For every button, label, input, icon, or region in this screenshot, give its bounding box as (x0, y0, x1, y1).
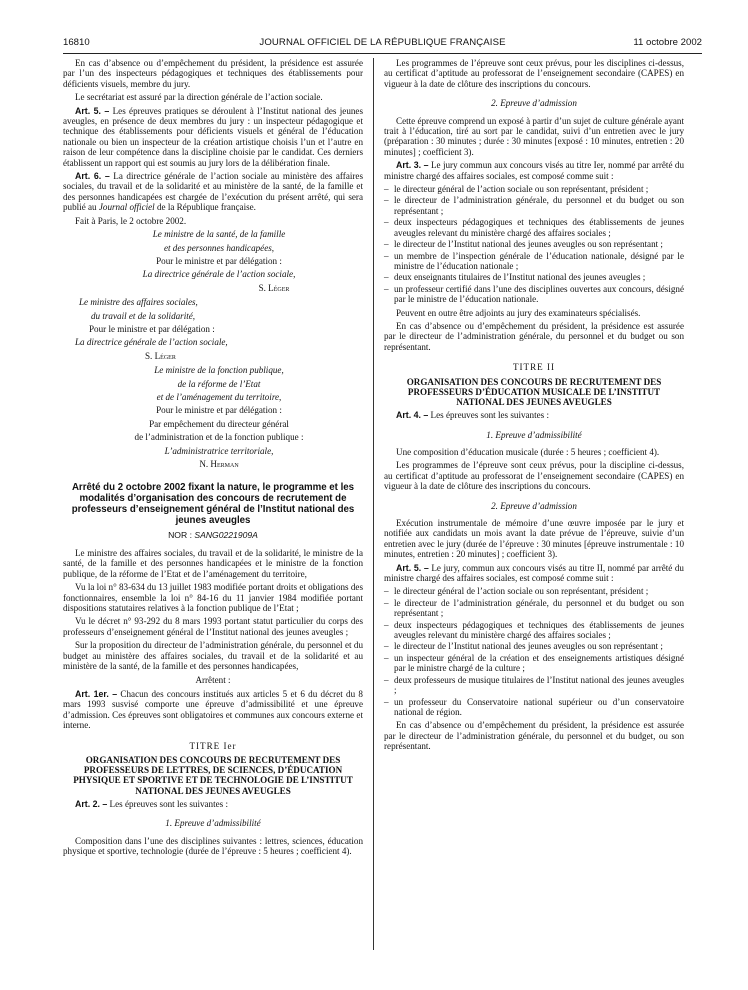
visa-paragraph: Le ministre des affaires sociales, du travail et de la solidarité, le ministre de la santé, de la famille et des personnes handicapées et le ministre de la fonction publique, de la réforme de l’Etat et de l’aménagement du territoire, (63, 548, 363, 579)
signature-line: Le ministre de la fonction publique, (154, 365, 284, 376)
signature-block-1 (63, 229, 363, 293)
list-item: – deux inspecteurs pédagogiques et techniques des établissements de jeunes aveugles relevant du ministère chargé des affaires sociales ; (384, 217, 684, 238)
article-4 (384, 410, 684, 420)
article-label: Art. 6. – (75, 171, 110, 182)
paragraph: Les programmes de l’épreuve sont ceux prévus, pour la discipline ci-dessus, au certificat d’aptitude au professorat de l’enseignement secondaire (CAPES) en vigueur à la date de clôture des inscriptions du concours. (384, 460, 684, 492)
signature-line: Le ministre des affaires sociales, (79, 297, 198, 308)
titre-heading: TITRE Ier (189, 740, 237, 751)
list-item: – le directeur général de l’action sociale ou son représentant, président ; (384, 184, 684, 194)
section-heading: 2. Epreuve d’admission (491, 98, 577, 109)
signature-line: Pour le ministre et par délégation : (89, 323, 215, 334)
article-text: Les épreuves sont les suivantes : (107, 798, 228, 809)
article-text: Les épreuves sont les suivantes : (428, 410, 549, 421)
signature-line: Pour le ministre et par délégation : (156, 255, 282, 266)
paragraph: Composition dans l’une des disciplines suivantes : lettres, sciences, éducation physique et sportive, technologie (durée de l’épreuve : 5 heures ; coefficient 4). (63, 835, 363, 856)
article-5 (384, 563, 684, 584)
article-text: Chacun des concours institués aux articles 5 et 6 du décret du 8 mars 1993 susvisé comporte une épreuve d’admissibilité et une épreuve d’admission. Ces épreuves sont obligatoires et communes aux concours externe et interne. (63, 688, 363, 731)
page-number: 16810 (63, 37, 90, 48)
paragraph: Une composition d’éducation musicale (durée : 5 heures ; coefficient 4). (396, 446, 660, 457)
article-text: Les épreuves pratiques se déroulent à l’Institut national des jeunes aveugles, en présence de deux membres du jury : un inspecteur pédagogique et technique des établissements pour déficients visuels et général de l’éducation nationale ou bien un inspecteur de la création artistique choisis l’un et l’autre en raison de leur compétence dans la discipline choisie par le candidat. Ces derniers établissent un rapport qui est soumis au jury lors de la délibération finale. (63, 105, 363, 168)
list-item: – le directeur de l’administration générale, du personnel et du budget ou son représentant ; (384, 598, 684, 619)
signatory-name-text: S. Léger (145, 350, 176, 361)
signature-line: Par empêchement du directeur général (149, 418, 289, 429)
signature-line: Le ministre de la santé, de la famille (152, 229, 286, 240)
signature-line: et des personnes handicapées, (163, 242, 275, 253)
paragraph: Le secrétariat est assuré par la direction générale de l’action sociale. (75, 92, 323, 103)
signature-line: et de l’aménagement du territoire, (156, 391, 282, 402)
journal-title: JOURNAL OFFICIEL DE LA RÉPUBLIQUE FRANÇAISE (259, 37, 506, 48)
paragraph: Les programmes de l’épreuve sont ceux prévus, pour les disciplines ci-dessus, au certificat d’aptitude au professorat de l’enseignement secondaire (CAPES) en vigueur à la date de clôture des inscriptions du concours. (384, 58, 684, 89)
list-item: – le directeur général de l’action sociale ou son représentant, président ; (384, 586, 684, 596)
article-text: de la République française. (154, 202, 256, 213)
list-item: – un professeur certifié dans l’une des disciplines ouvertes aux concours, désigné par le ministre de l’éducation nationale. (384, 284, 684, 305)
signature-block-3 (63, 365, 363, 469)
article-label: Art. 3. – (396, 160, 429, 171)
article-6 (63, 171, 363, 213)
article-1 (63, 689, 363, 731)
signature-block-2 (63, 297, 363, 361)
article-2 (63, 799, 363, 809)
article-text: Le jury, commun aux concours visés au titre II, nommé par arrêté du ministre chargé des affaires sociales, est composé comme suit : (384, 562, 684, 584)
header-rule (63, 53, 702, 54)
list-item: – le directeur de l’Institut national des jeunes aveugles ou son représentant ; (384, 239, 684, 249)
list-item: – deux inspecteurs pédagogiques et techniques des établissements de jeunes aveugles relevant du ministère chargé des affaires sociales ; (384, 620, 684, 641)
signature-line: du travail et de la solidarité, (91, 310, 196, 321)
signature-line: de la réforme de l’Etat (177, 378, 261, 389)
nor-label: NOR : (168, 529, 195, 540)
article-label: Art. 5. – (75, 105, 110, 116)
article-5 (63, 106, 363, 168)
article-text: Le jury commun aux concours visés au titre Ier, nommé par arrêté du ministre chargé des affaires sociales, est composé comme suit : (384, 160, 684, 181)
signatory-name-text: N. Herman (199, 459, 239, 469)
visa-paragraph: Sur la proposition du directeur de l’administration générale, du personnel et du budget au ministère des affaires sociales, du travail et de la solidarité et au ministère de la santé, de la famille et des personnes handicapées, (63, 640, 363, 672)
signatory-name (63, 283, 363, 293)
list-item: – deux enseignants titulaires de l’Institut national des jeunes aveugles ; (384, 272, 684, 282)
list-item: – le directeur de l’administration générale, du personnel et du budget ou son représentant ; (384, 195, 684, 216)
article-label: Art. 5. – (396, 562, 429, 573)
signature-line: La directrice générale de l’action sociale, (75, 337, 228, 348)
signature-line: La directrice générale de l’action sociale, (142, 269, 296, 280)
signatory-name-text: S. Léger (258, 282, 290, 293)
list-item: – deux professeurs de musique titulaires de l’Institut national des jeunes aveugles ; (384, 675, 684, 696)
signatory-name (63, 459, 363, 469)
jury-list-3 (384, 184, 684, 304)
list-item: – un professeur du Conservatoire national supérieur ou d’un conservatoire national de région. (384, 697, 684, 718)
article-label: Art. 4. – (396, 410, 429, 421)
arretent: Arrêtent : (195, 675, 231, 686)
titre-heading: TITRE II (512, 362, 556, 373)
article-text: La directrice générale de l’action sociale au ministère des affaires sociales, du travail et de la solidarité et au ministère de la santé, de la famille et des personnes handicapées est chargée de l’exécution du présent arrêté, qui sera publié au (63, 171, 363, 213)
paragraph: En cas d’absence ou d’empêchement du président, la présidence est assurée par le directeur de l’administration générale, du personnel et du budget, ou son représentant. (384, 720, 684, 752)
visa-paragraph: Vu le décret n° 93-292 du 8 mars 1993 portant statut particulier du corps des professeurs d’enseignement général de l’Institut national des jeunes aveugles ; (63, 616, 363, 637)
section-heading: 1. Epreuve d’admissibilité (486, 429, 582, 440)
nor-reference (63, 530, 363, 540)
jury-list-5 (384, 586, 684, 717)
article-label: Art. 2. – (75, 798, 108, 809)
signature-line: L’administratrice territoriale, (164, 445, 274, 456)
left-column (63, 58, 363, 859)
list-item: – le directeur de l’Institut national des jeunes aveugles ou son représentant ; (384, 641, 684, 651)
paragraph: En cas d’absence ou d’empêchement du président, la présidence est assurée par l’un des inspecteurs pédagogiques et techniques des établissements pour déficients visuels, membre du jury. (63, 58, 363, 89)
nor-code: SANG0221909A (194, 529, 258, 540)
signature-line: de l’administration et de la fonction publique : (134, 432, 304, 443)
list-item: – un inspecteur général de la création et des enseignements artistiques désigné par le ministre chargé de la culture ; (384, 653, 684, 674)
section-heading: 2. Epreuve d’admission (491, 500, 577, 511)
titre-subheading: ORGANISATION DES CONCOURS DE RECRUTEMENT DES PROFESSEURS DE LETTRES, DE SCIENCES, D’ÉDUCATION PHYSIQUE ET SPORTIVE ET DE TECHNOLOGIE DE L’INSTITUT NATIONAL DES JEUNES AVEUGLES (73, 754, 353, 796)
fait-a-paris: Fait à Paris, le 2 octobre 2002. (75, 215, 187, 226)
journal-ref: Journal officiel (98, 202, 155, 213)
arrete-title: Arrêté du 2 octobre 2002 fixant la nature, le programme et les modalités d’organisation des concours de recrutement de professeurs d’enseignement général de l’Institut national des jeunes aveugles (71, 482, 355, 526)
titre-subheading: ORGANISATION DES CONCOURS DE RECRUTEMENT DES PROFESSEURS D’ÉDUCATION MUSICALE DE L’INSTITUT NATIONAL DES JEUNES AVEUGLES (406, 376, 662, 407)
column-divider (373, 58, 374, 950)
visa-paragraph: Vu la loi n° 83-634 du 13 juillet 1983 modifiée portant droits et obligations des fonctionnaires, ensemble la loi n° 84-16 du 11 janvier 1984 modifiée portant dispositions statutaires relatives à la fonction publique de l’Etat ; (63, 582, 363, 614)
paragraph: En cas d’absence ou d’empêchement du président, la présidence est assurée par le directeur de l’administration générale, du personnel et du budget ou son représentant. (384, 320, 684, 352)
article-3 (384, 160, 684, 181)
signature-line: Pour le ministre et par délégation : (156, 405, 282, 416)
paragraph: Cette épreuve comprend un exposé à partir d’un sujet de culture générale ayant trait à l’éducation, tiré au sort par le candidat, suivi d’un entretien avec le jury (préparation : 30 minutes ; durée : 30 minutes [exposé : 10 minutes, entretien : 20 minutes] ; coefficient 3). (384, 115, 684, 157)
page-header (63, 37, 702, 51)
right-column (384, 58, 684, 755)
paragraph: Exécution instrumentale de mémoire d’une œuvre imposée par le jury et notifiée aux candidats un mois avant la date prévue de l’épreuve, suivie d’un entretien avec le jury (durée de l’épreuve : 30 minutes [épreuve instrumentale : 10 minutes, entretien : 20 minutes] ; coefficient 3). (384, 518, 684, 560)
list-item: – un membre de l’inspection générale de l’éducation nationale, désigné par le ministre de l’éducation nationale ; (384, 251, 684, 272)
signatory-name (63, 351, 363, 361)
section-heading: 1. Epreuve d’admissibilité (165, 818, 261, 829)
paragraph: Peuvent en outre être adjoints au jury des examinateurs spécialisés. (396, 307, 641, 318)
issue-date: 11 octobre 2002 (633, 37, 702, 48)
article-label: Art. 1er. – (75, 688, 118, 699)
